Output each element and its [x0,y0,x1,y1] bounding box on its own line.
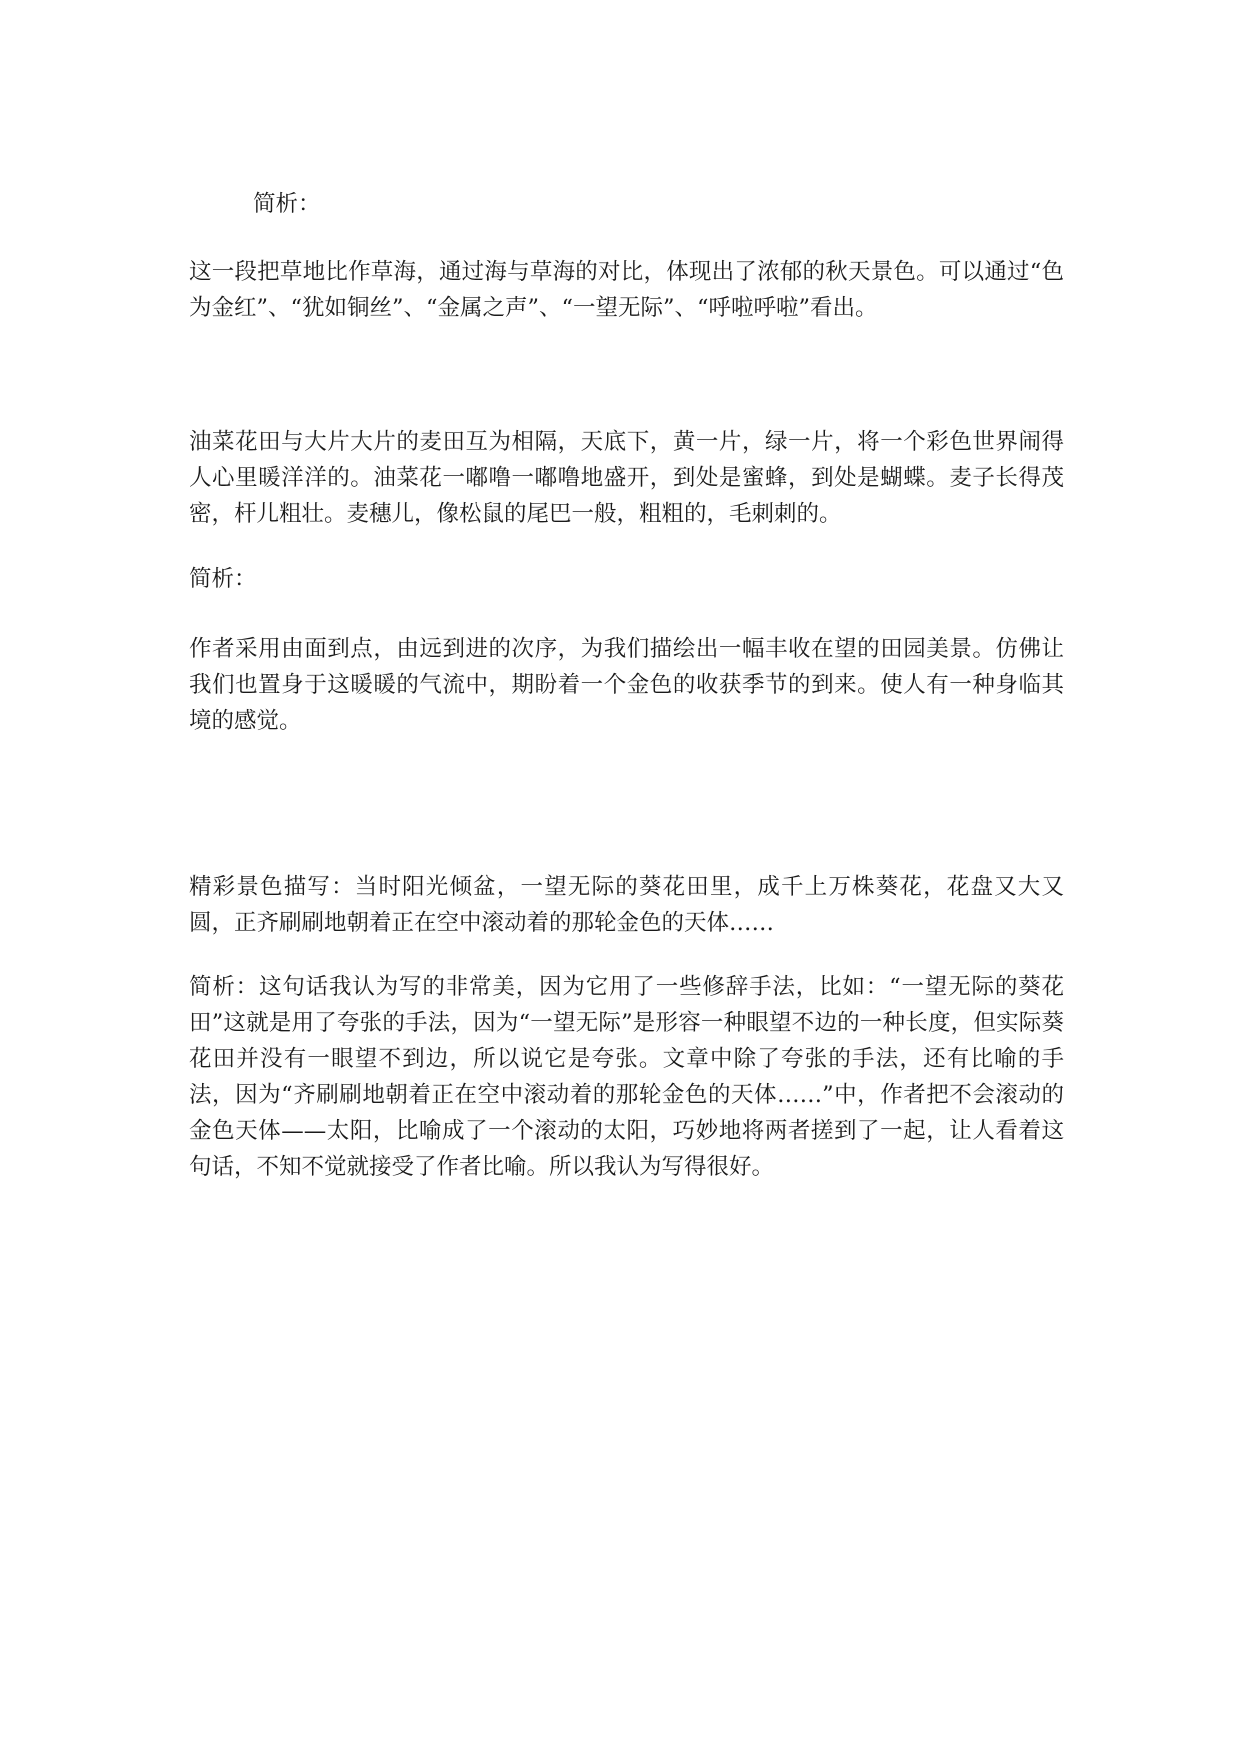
section1-heading: 简析： [253,191,321,217]
section1-analysis: 这一段把草地比作草海，通过海与草海的对比，体现出了浓郁的秋天景色。可以通过“色为金红”、“犹如铜丝”、“金属之声”、“一望无际”、“呼啦呼啦”看出。 [189,259,1064,321]
section2-analysis: 作者采用由面到点，由远到进的次序，为我们描绘出一幅丰收在望的田园美景。仿佛让我们也置身于这暖暖的气流中，期盼着一个金色的收获季节的到来。使人有一种身临其境的感觉。 [189,636,1064,734]
section2-passage: 油菜花田与大片大片的麦田互为相隔，天底下，黄一片，绿一片，将一个彩色世界闹得人心里暖洋洋的。油菜花一嘟噜一嘟噜地盛开，到处是蜜蜂，到处是蝴蝶。麦子长得茂密，杆儿粗壮。麦穗儿，像松鼠的尾巴一般，粗粗的，毛刺刺的。 [189,429,1064,527]
section3-analysis: 简析：这句话我认为写的非常美，因为它用了一些修辞手法，比如：“一望无际的葵花田”这就是用了夸张的手法，因为“一望无际”是形容一种眼望不边的一种长度，但实际葵花田并没有一眼望不到边，所以说它是夸张。文章中除了夸张的手法，还有比喻的手法，因为“齐刷刷地朝着正在空中滚动着的那轮金色的天体……”中，作者把不会滚动的金色天体——太阳，比喻成了一个滚动的太阳，巧妙地将两者搓到了一起，让人看着这句话，不知不觉就接受了作者比喻。所以我认为写得很好。 [189,974,1064,1180]
section3-passage: 精彩景色描写：当时阳光倾盆，一望无际的葵花田里，成千上万株葵花，花盘又大又圆，正齐刷刷地朝着正在空中滚动着的那轮金色的天体…… [189,874,1064,936]
section2-heading: 简析： [189,566,257,592]
